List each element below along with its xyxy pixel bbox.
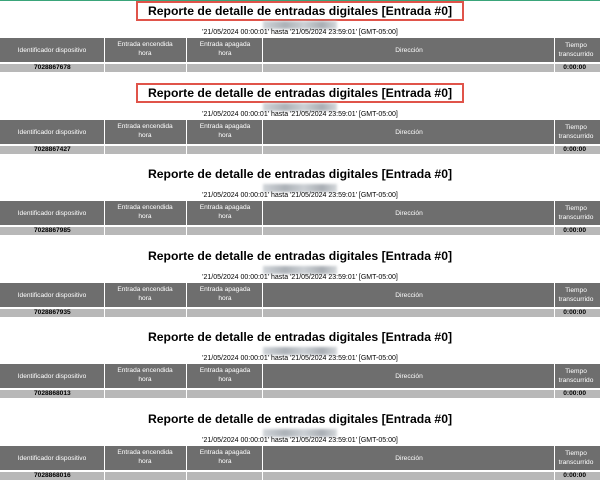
column-divider [554,120,555,154]
device-id-cell: 7028868013 [34,390,71,397]
column-header-elapsed: Tiempo transcurrido [558,368,594,384]
column-header-device-id: Identificador dispositivo [17,454,87,462]
report-title: Reporte de detalle de entradas digitales [Entrada #0] [147,330,453,344]
report-title: Reporte de detalle de entradas digitales [Entrada #0] [147,249,453,263]
column-header-on-time: Entrada encendida hora [117,123,173,139]
column-header-off-time: Entrada apagada hora [199,286,251,302]
table-header [0,38,600,62]
date-range: '21/05/2024 00:00:01' hasta '21/05/2024 23:59:01' [GMT-05:00] [202,29,398,36]
column-header-address: Dirección [395,46,423,54]
report-title-wrap [0,246,600,266]
device-id-cell: 7028867427 [34,146,71,153]
column-header-off-time: Entrada apagada hora [199,449,251,465]
column-header-on-time: Entrada encendida hora [117,41,173,57]
column-header-on-time: Entrada encendida hora [117,367,173,383]
report-title-wrap [0,83,600,103]
report-section [0,164,600,245]
column-divider [186,120,187,154]
column-header-off-time: Entrada apagada hora [199,204,251,220]
column-divider [262,283,263,317]
column-header-address: Dirección [395,128,423,136]
column-divider [186,201,187,235]
column-divider [186,364,187,398]
column-divider [186,446,187,480]
column-header-device-id: Identificador dispositivo [17,372,87,380]
elapsed-cell: 0:00:00 [563,64,586,71]
column-header-device-id: Identificador dispositivo [17,128,87,136]
report-section [0,246,600,327]
column-divider [104,120,105,154]
column-divider [554,38,555,72]
report-title: Reporte de detalle de entradas digitales [Entrada #0] [147,412,453,426]
column-divider [104,38,105,72]
table-row [0,309,600,317]
column-divider [554,283,555,317]
column-header-off-time: Entrada apagada hora [199,367,251,383]
report-section [0,1,600,82]
report-title-wrap [0,327,600,347]
report-section [0,409,600,490]
column-divider [554,364,555,398]
date-range: '21/05/2024 00:00:01' hasta '21/05/2024 23:59:01' [GMT-05:00] [202,274,398,281]
redacted-subtitle [263,347,337,355]
column-divider [104,446,105,480]
column-divider [262,201,263,235]
column-divider [554,201,555,235]
column-header-device-id: Identificador dispositivo [17,291,87,299]
column-header-device-id: Identificador dispositivo [17,209,87,217]
device-id-cell: 7028868016 [34,472,71,479]
date-range: '21/05/2024 00:00:01' hasta '21/05/2024 23:59:01' [GMT-05:00] [202,111,398,118]
elapsed-cell: 0:00:00 [563,472,586,479]
report-title: Reporte de detalle de entradas digitales [Entrada #0] [147,167,453,181]
report-title: Reporte de detalle de entradas digitales [Entrada #0] [136,83,464,103]
report-title-wrap [0,409,600,429]
table-header [0,283,600,307]
report-title: Reporte de detalle de entradas digitales [Entrada #0] [136,1,464,21]
column-header-address: Dirección [395,454,423,462]
column-header-off-time: Entrada apagada hora [199,123,251,139]
redacted-subtitle [263,429,337,437]
table-row [0,64,600,72]
column-divider [262,38,263,72]
table-header [0,201,600,225]
table-row [0,227,600,235]
redacted-subtitle [263,21,337,29]
column-header-elapsed: Tiempo transcurrido [558,42,594,58]
column-divider [104,364,105,398]
column-header-elapsed: Tiempo transcurrido [558,124,594,140]
column-divider [554,446,555,480]
device-id-cell: 7028867678 [34,64,71,71]
elapsed-cell: 0:00:00 [563,146,586,153]
table-header [0,364,600,388]
elapsed-cell: 0:00:00 [563,390,586,397]
table-row [0,390,600,398]
device-id-cell: 7028867985 [34,227,71,234]
report-title-wrap [0,164,600,184]
column-divider [186,283,187,317]
column-header-address: Dirección [395,291,423,299]
elapsed-cell: 0:00:00 [563,227,586,234]
date-range: '21/05/2024 00:00:01' hasta '21/05/2024 23:59:01' [GMT-05:00] [202,355,398,362]
column-header-address: Dirección [395,372,423,380]
report-title-wrap [0,1,600,21]
column-header-on-time: Entrada encendida hora [117,204,173,220]
redacted-subtitle [263,103,337,111]
column-header-on-time: Entrada encendida hora [117,449,173,465]
column-divider [186,38,187,72]
redacted-subtitle [263,184,337,192]
column-header-elapsed: Tiempo transcurrido [558,287,594,303]
table-row [0,146,600,154]
column-header-elapsed: Tiempo transcurrido [558,205,594,221]
column-divider [262,446,263,480]
report-section [0,83,600,164]
table-header [0,120,600,144]
column-divider [104,283,105,317]
column-divider [262,120,263,154]
column-divider [262,364,263,398]
column-divider [104,201,105,235]
redacted-subtitle [263,266,337,274]
table-row [0,472,600,480]
date-range: '21/05/2024 00:00:01' hasta '21/05/2024 23:59:01' [GMT-05:00] [202,437,398,444]
date-range: '21/05/2024 00:00:01' hasta '21/05/2024 23:59:01' [GMT-05:00] [202,192,398,199]
column-header-address: Dirección [395,209,423,217]
elapsed-cell: 0:00:00 [563,309,586,316]
column-header-elapsed: Tiempo transcurrido [558,450,594,466]
device-id-cell: 7028867935 [34,309,71,316]
column-header-on-time: Entrada encendida hora [117,286,173,302]
table-header [0,446,600,470]
column-header-device-id: Identificador dispositivo [17,46,87,54]
column-header-off-time: Entrada apagada hora [199,41,251,57]
report-section [0,327,600,408]
